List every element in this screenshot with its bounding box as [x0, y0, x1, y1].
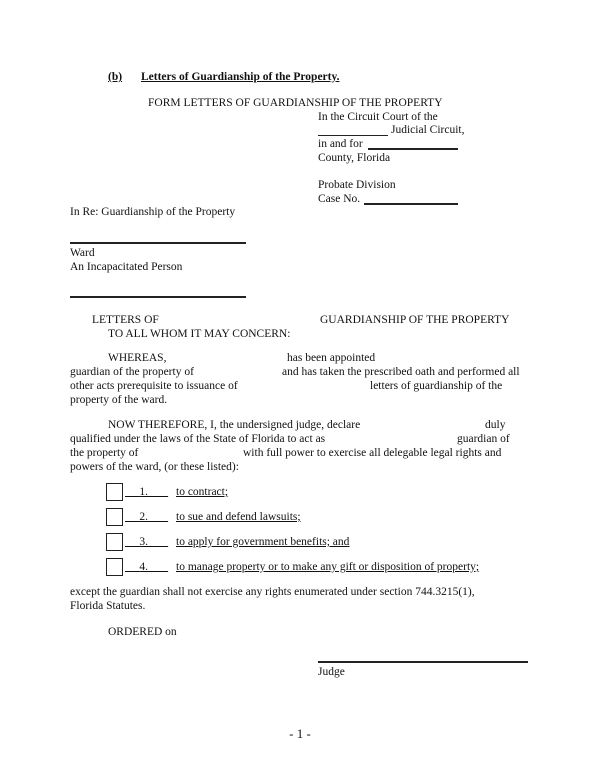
in-re: In Re: Guardianship of the Property — [70, 206, 236, 218]
whereas-4: property of the ward. — [70, 394, 168, 406]
now-therefore-3b: with full power to exercise all delegable legal rights and — [243, 447, 502, 459]
county-blank — [368, 148, 458, 150]
ward-label: Ward — [70, 247, 95, 259]
power-4-checkbox[interactable] — [106, 558, 123, 576]
except-line-2: Florida Statutes. — [70, 600, 146, 612]
judicial-circuit: Judicial Circuit, — [391, 124, 465, 136]
power-4-text: to manage property or to make any gift or disposition of property; — [176, 561, 480, 573]
whereas-3b: letters of guardianship of the — [370, 380, 503, 392]
now-therefore-2a: qualified under the laws of the State of Florida to act as — [70, 433, 326, 445]
now-therefore-4: powers of the ward, (or these listed): — [70, 461, 239, 473]
county-florida: County, Florida — [318, 152, 391, 164]
power-1-number: 1. — [139, 486, 148, 498]
power-1-checkbox[interactable] — [106, 483, 123, 501]
judge-label: Judge — [318, 666, 345, 678]
section-marker: (b) — [108, 71, 123, 83]
now-therefore-1a: NOW THEREFORE, I, the undersigned judge, declare — [108, 419, 361, 431]
power-3-checkbox[interactable] — [106, 533, 123, 551]
power-2-text: to sue and defend lawsuits; — [176, 511, 301, 523]
circuit-blank — [318, 135, 388, 136]
second-line — [70, 296, 246, 298]
power-3-number: 3. — [139, 536, 148, 548]
case-no-blank — [364, 203, 458, 205]
whereas-2a: guardian of the property of — [70, 366, 194, 378]
now-therefore-3a: the property of — [70, 447, 139, 459]
form-title: FORM LETTERS OF GUARDIANSHIP OF THE PROPERTY — [148, 97, 443, 109]
whereas-3a: other acts prerequisite to issuance of — [70, 380, 238, 392]
power-2-checkbox[interactable] — [106, 508, 123, 526]
incapacitated-label: An Incapacitated Person — [70, 261, 183, 273]
power-1-text: to contract; — [176, 486, 229, 498]
except-line-1: except the guardian shall not exercise any rights enumerated under section 744.3215(1), — [70, 586, 475, 598]
whereas-1b: has been appointed — [287, 352, 376, 364]
to-all-whom: TO ALL WHOM IT MAY CONCERN: — [108, 328, 291, 340]
whereas-1a: WHEREAS, — [108, 352, 167, 364]
in-and-for: in and for — [318, 138, 363, 150]
now-therefore-1b: duly — [485, 419, 506, 431]
ward-name-line — [70, 242, 246, 244]
power-3-text: to apply for government benefits; and — [176, 536, 350, 548]
power-4-number: 4. — [139, 561, 148, 573]
letters-of: LETTERS OF — [92, 314, 159, 326]
power-2-number: 2. — [139, 511, 148, 523]
judge-signature-line — [318, 661, 528, 663]
ordered-on: ORDERED on — [108, 626, 177, 638]
guardianship-of-property: GUARDIANSHIP OF THE PROPERTY — [320, 314, 510, 326]
page-number: - 1 - — [289, 726, 311, 741]
court-line: In the Circuit Court of the — [318, 111, 438, 123]
section-title: Letters of Guardianship of the Property. — [141, 71, 340, 83]
case-no-label: Case No. — [318, 193, 361, 205]
whereas-2b: and has taken the prescribed oath and performed all — [282, 366, 520, 378]
probate-division: Probate Division — [318, 179, 396, 191]
now-therefore-2b: guardian of — [457, 433, 510, 445]
